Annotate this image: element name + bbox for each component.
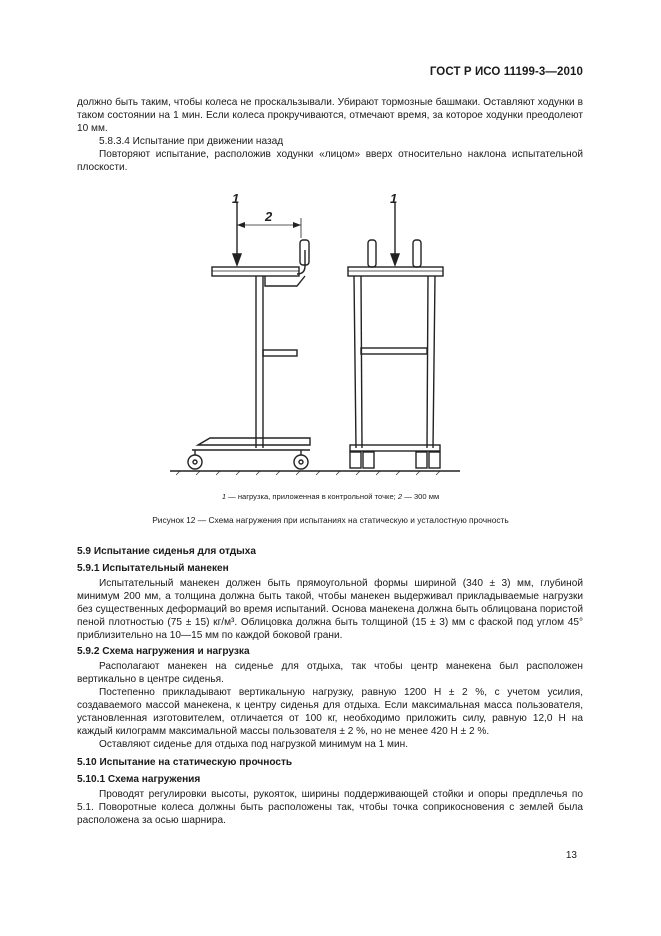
walker-side-view [188,240,310,469]
figure-12-loading-diagram [170,190,470,490]
seat-side [212,267,299,276]
load-arrow-left [233,203,241,265]
page-number: 13 [565,850,577,861]
label-load-right: 1 [390,191,398,206]
section-5-9 [77,545,583,827]
label-load-left: 1 [232,191,240,206]
load-arrow-right [391,203,399,265]
subsection-5-9-2-p2: Постепенно прикладывают вертикальную нагрузку, равную 1200 Н ± 2 %, с учетом усилия, создаваемого массой манекена, к центру сиденья для отдыха. Если максимальная масса пользователя, установленная изготовителем, отличается от 100 кг, необходимо приложить силу, равную 12,0 Н на каждый килограмм максимальной массы пользователя ± 2 %, но не менее 420 Н ± 2 %. [77,687,583,737]
subsection-5-9-2-p3: Оставляют сиденье для отдыха под нагрузкой минимум на 1 мин. [99,739,409,750]
seat-front [348,267,443,276]
intro-block [77,96,583,174]
subsection-5-9-2-p1: Располагают манекен на сиденье для отдыха, так чтобы центр манекена был расположен вертикально в центре сиденья. [77,661,583,685]
paragraph-continued: должно быть таким, чтобы колеса не проскальзывали. Убирают тормозные башмаки. Оставляют ходунки в таком состоянии на 1 мин. Если колеса прокручиваются, отмечают время, за которое ходунки преодолеют 10 мм. [77,97,583,134]
subsection-5-9-2-heading: 5.9.2 Схема нагружения и нагрузка [77,646,250,657]
subsection-5-10-1-heading: 5.10.1 Схема нагружения [77,774,201,785]
legend-number-1: 1 [221,492,227,501]
subsection-5-10-1-text: Проводят регулировки высоты, рукояток, ширины поддерживающей стойки и опоры предплечья по 5.1. Поворотные колеса должны быть расположены так, чтобы точка соприкосновения с землей была расположена за осью шарнира. [77,789,583,826]
legend-text-1: — нагрузка, приложенная в контрольной точке; [226,492,398,501]
legend-number-2: 2 [397,492,403,501]
subsection-5-9-1-text: Испытательный манекен должен быть прямоугольной формы шириной (340 ± 3) мм, глубиной минимум 200 мм, а толщина должна быть такой, чтобы манекен выдерживал прикладываемые нагрузки без существенных деформаций во время испытаний. Основа манекена должна быть облицована пористой пеной плотностью (75 ± 15) кг/м³. Облицовка должна быть толщиной (15 ± 3) мм с фаской под углом 45° приблизительно на 10—15 мм по каждой боковой грани. [77,578,583,641]
section-5-9-heading: 5.9 Испытание сиденья для отдыха [77,546,257,557]
subsection-5-9-1-heading: 5.9.1 Испытательный манекен [77,563,229,574]
figure-caption: Рисунок 12 — Схема нагружения при испытаниях на статическую и усталостную прочность [152,515,509,525]
walker-front-view [348,240,443,468]
label-distance: 2 [265,209,273,224]
section-5-10-heading: 5.10 Испытание на статическую прочность [77,757,293,768]
subsection-5-8-3-4-title: 5.8.3.4 Испытание при движении назад [99,136,284,147]
paragraph-backward-test: Повторяют испытание, расположив ходунки «лицом» вверх относительно наклона испытательной плоскости. [77,149,583,173]
legend-text-2: — 300 мм [402,492,440,501]
document-header: ГОСТ Р ИСО 11199-3—2010 [429,66,583,78]
figure-legend [0,492,661,501]
